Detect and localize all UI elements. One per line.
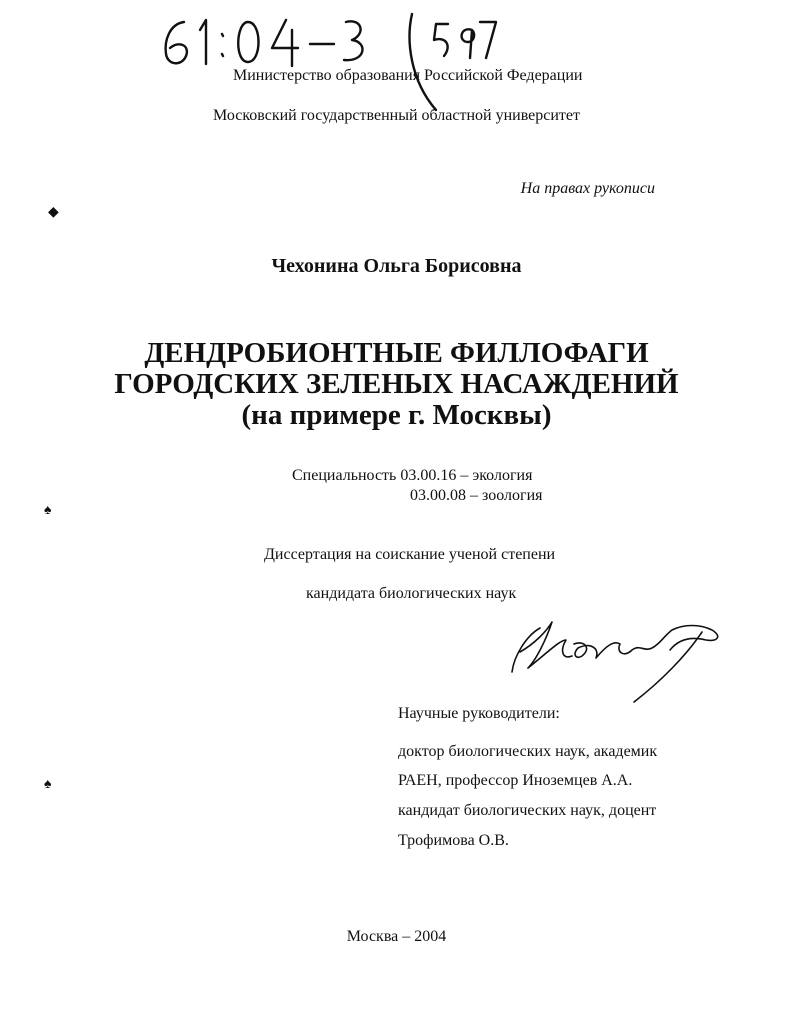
specialty-line-1: Специальность 03.00.16 – экология <box>292 467 533 484</box>
author-name: Чехонина Ольга Борисовна <box>271 255 522 277</box>
specialty-line-2: 03.00.08 – зоология <box>410 487 543 504</box>
city-year: Москва – 2004 <box>346 928 447 945</box>
margin-mark-icon: ◆ <box>48 205 59 220</box>
degree-line-2: кандидата биологических наук <box>306 585 517 602</box>
supervisors-heading: Научные руководители: <box>398 705 560 722</box>
ministry-name: Министерство образования Российской Федерации <box>233 67 583 84</box>
supervisor-line: Трофимова О.В. <box>398 832 509 849</box>
university-name: Московский государственный областной университет <box>212 107 580 124</box>
degree-line-1: Диссертация на соискание ученой степени <box>264 546 556 563</box>
title-line-2: ГОРОДСКИХ ЗЕЛЕНЫХ НАСАЖДЕНИЙ <box>114 368 679 400</box>
margin-mark-icon: ♠ <box>44 503 52 518</box>
title-line-1: ДЕНДРОБИОНТНЫЕ ФИЛЛОФАГИ <box>144 337 649 369</box>
supervisor-line: РАЕН, профессор Иноземцев А.А. <box>398 772 633 789</box>
supervisor-line: кандидат биологических наук, доцент <box>398 802 657 819</box>
supervisor-line: доктор биологических наук, академик <box>398 743 658 760</box>
margin-mark-icon: ♠ <box>44 777 52 792</box>
title-line-3: (на примере г. Москвы) <box>241 399 552 431</box>
rights-note: На правах рукописи <box>520 180 655 197</box>
